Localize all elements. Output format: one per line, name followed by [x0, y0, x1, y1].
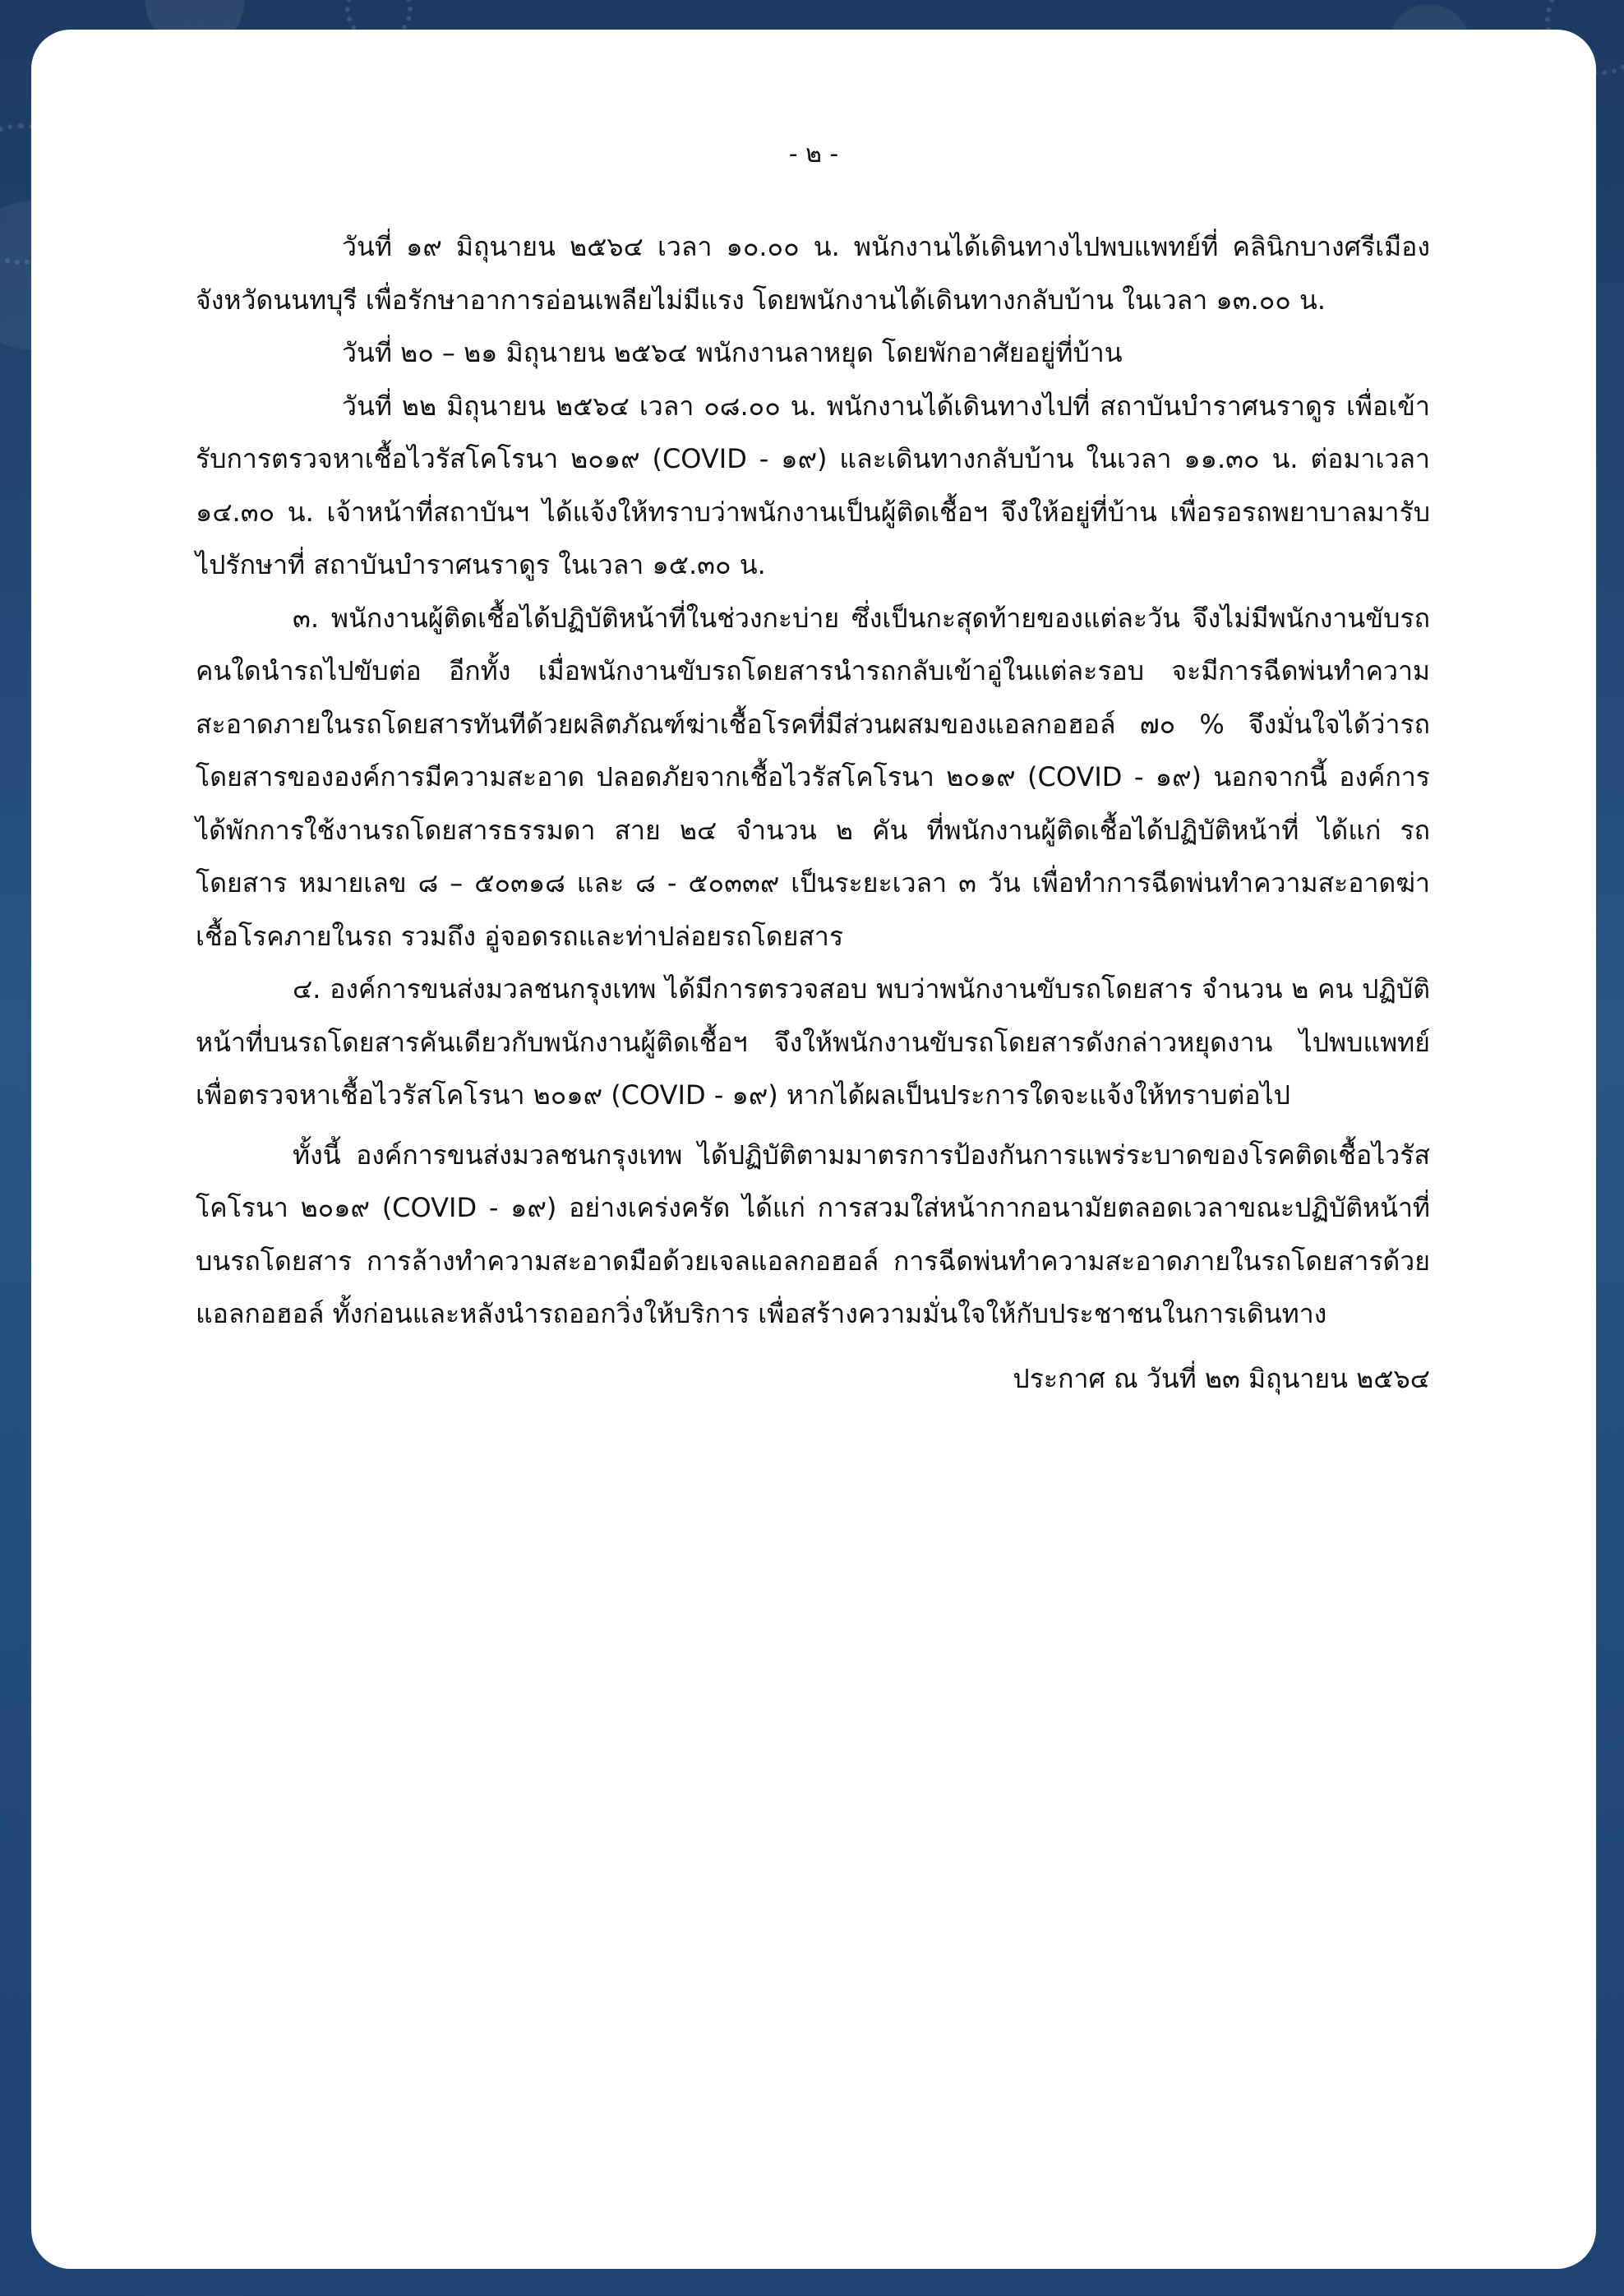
paragraph: ๓. พนักงานผู้ติดเชื้อได้ปฏิบัติหน้าที่ในช่วงกะบ่าย ซึ่งเป็นกะสุดท้ายของแต่ละวัน จึงไม่มีพนักงานขับรถคนใดนำรถไปขับต่อ อีกทั้ง เมื่อพนักงานขับรถโดยสารนำรถกลับเข้าอู่ในแต่ละรอบ จะมีการฉีดพ่นทำความสะอาดภายในรถโดยสารทันทีด้วยผลิตภัณฑ์ฆ่าเชื้อโรคที่มีส่วนผสมของแอลกอฮอล์ ๗๐ % จึงมั่นใจได้ว่ารถโดยสารขององค์การมีความสะอาด ปลอดภัยจากเชื้อไวรัสโคโรนา ๒๐๑๙ (COVID - ๑๙) นอกจากนี้ องค์การได้พักการใช้งานรถโดยสารธรรมดา สาย ๒๔ จำนวน ๒ คัน ที่พนักงานผู้ติดเชื้อได้ปฏิบัติหน้าที่ ได้แก่ รถโดยสาร หมายเลข ๘ – ๕๐๓๑๘ และ ๘ - ๕๐๓๓๙ เป็นระยะเวลา ๓ วัน เพื่อทำการฉีดพ่นทำความสะอาดฆ่าเชื้อโรคภายในรถ รวมถึง อู่จอดรถและท่าปล่อยรถโดยสาร	[196, 602, 1430, 952]
document-body	[196, 220, 1430, 1405]
paragraph: วันที่ ๒๐ – ๒๑ มิถุนายน ๒๕๖๔ พนักงานลาหยุด โดยพักอาศัยอยู่ที่บ้าน	[342, 337, 1123, 368]
announcement-date: ประกาศ ณ วันที่ ๒๓ มิถุนายน ๒๕๖๔	[1013, 1362, 1430, 1394]
document-page	[31, 30, 1596, 2269]
paragraph: ๔. องค์การขนส่งมวลชนกรุงเทพ ได้มีการตรวจสอบ พบว่าพนักงานขับรถโดยสาร จำนวน ๒ คน ปฏิบัติหน้าที่บนรถโดยสารคันเดียวกับพนักงานผู้ติดเชื้อฯ จึงให้พนักงานขับรถโดยสารดังกล่าวหยุดงาน ไปพบแพทย์ เพื่อตรวจหาเชื้อไวรัสโคโรนา ๒๐๑๙ (COVID - ๑๙) หากได้ผลเป็นประการใดจะแจ้งให้ทราบต่อไป	[196, 973, 1430, 1111]
paragraph: ทั้งนี้ องค์การขนส่งมวลชนกรุงเทพ ได้ปฏิบัติตามมาตรการป้องกันการแพร่ระบาดของโรคติดเชื้อไวรัสโคโรนา ๒๐๑๙ (COVID - ๑๙) อย่างเคร่งครัด ได้แก่ การสวมใส่หน้ากากอนามัยตลอดเวลาขณะปฏิบัติหน้าที่บนรถโดยสาร การล้างทำความสะอาดมือด้วยเจลแอลกอฮอล์ การฉีดพ่นทำความสะอาดภายในรถโดยสารด้วยแอลกอฮอล์ ทั้งก่อนและหลังนำรถออกวิ่งให้บริการ เพื่อสร้างความมั่นใจให้กับประชาชนในการเดินทาง	[196, 1139, 1430, 1329]
paragraph: วันที่ ๒๒ มิถุนายน ๒๕๖๔ เวลา ๐๘.๐๐ น. พนักงานได้เดินทางไปที่ สถาบันบำราศนราดูร เพื่อเข้ารับการตรวจหาเชื้อไวรัสโคโรนา ๒๐๑๙ (COVID - ๑๙) และเดินทางกลับบ้าน ในเวลา ๑๑.๓๐ น. ต่อมาเวลา ๑๔.๓๐ น. เจ้าหน้าที่สถาบันฯ ได้แจ้งให้ทราบว่าพนักงานเป็นผู้ติดเชื้อฯ จึงให้อยู่ที่บ้าน เพื่อรอรถพยาบาลมารับไปรักษาที่ สถาบันบำราศนราดูร ในเวลา ๑๕.๓๐ น.	[196, 390, 1430, 580]
paragraph: วันที่ ๑๙ มิถุนายน ๒๕๖๔ เวลา ๑๐.๐๐ น. พนักงานได้เดินทางไปพบแพทย์ที่ คลินิกบางศรีเมือง จังหวัดนนทบุรี เพื่อรักษาอาการอ่อนเพลียไม่มีแรง โดยพนักงานได้เดินทางกลับบ้าน ในเวลา ๑๓.๐๐ น.	[196, 231, 1430, 316]
page-number: - ๒ -	[788, 140, 839, 169]
